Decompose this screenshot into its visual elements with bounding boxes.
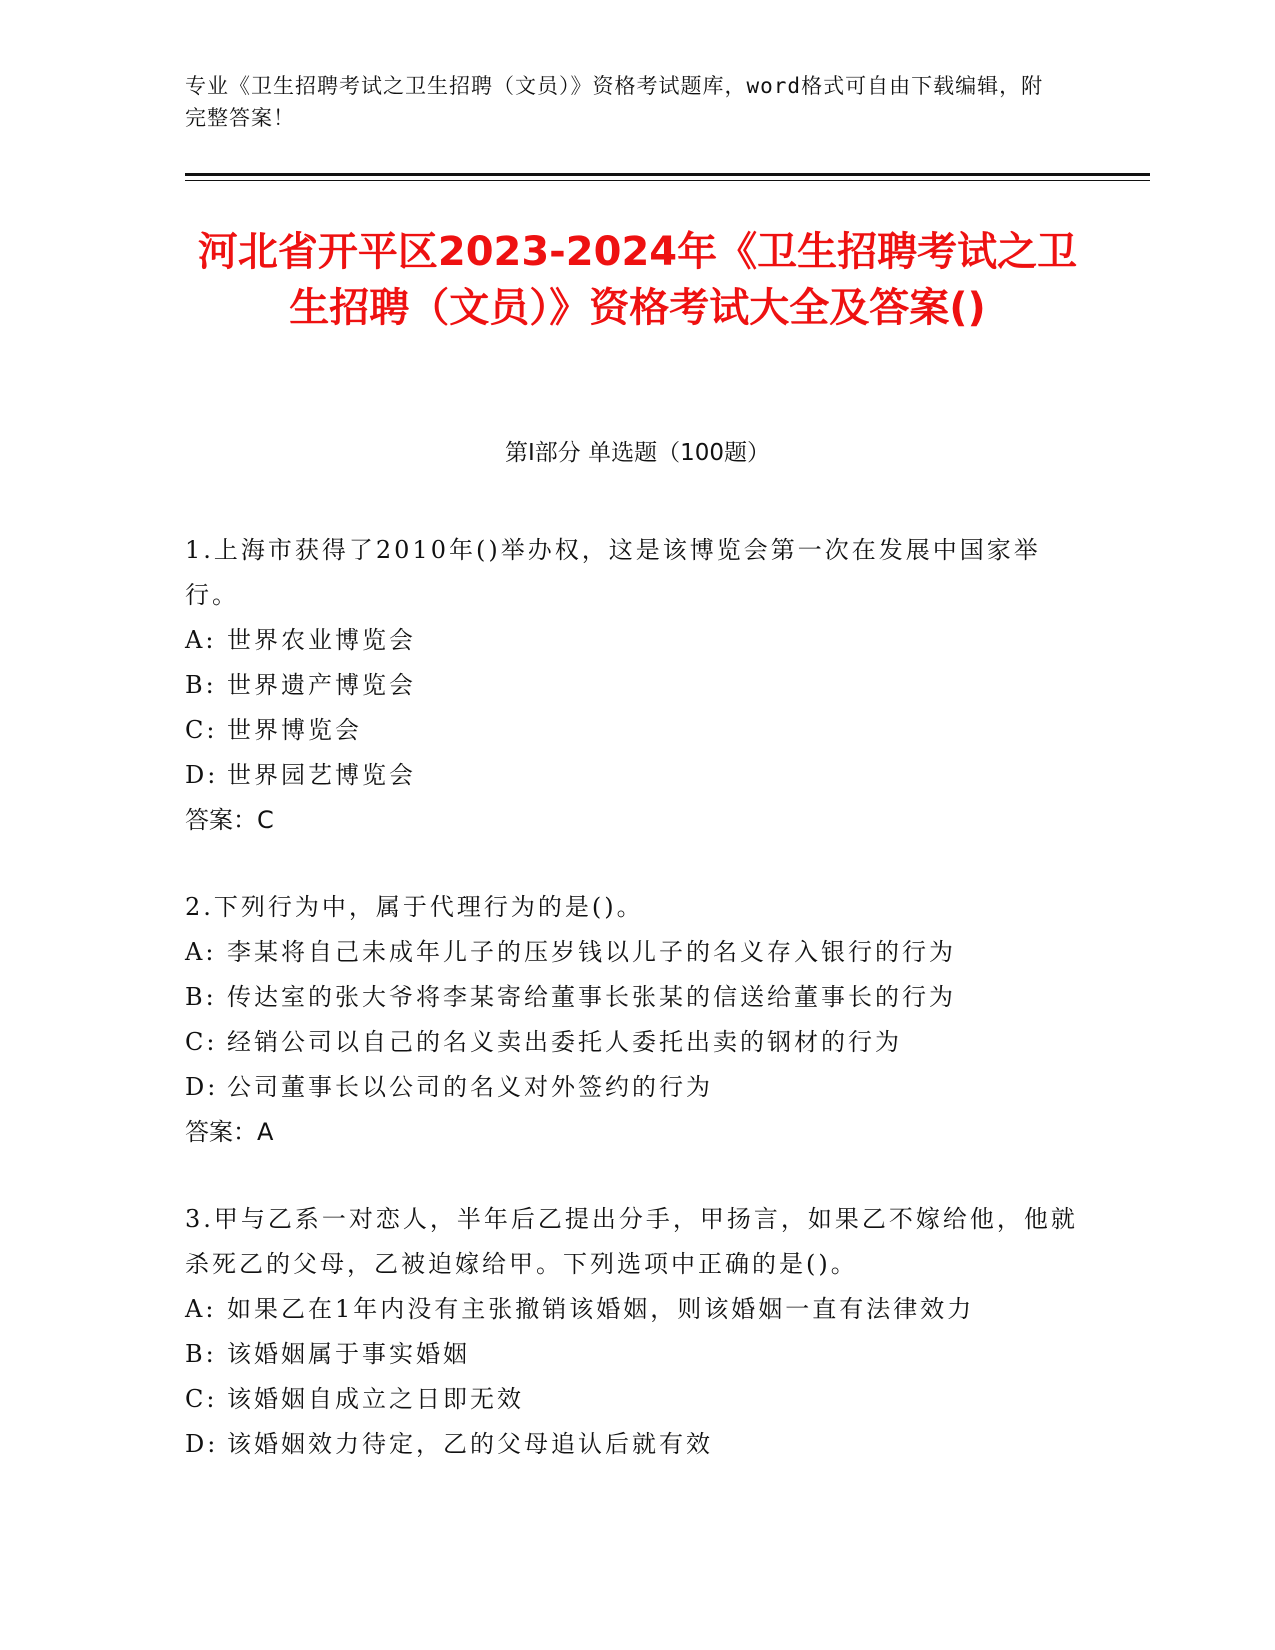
section-heading: 第I部分 单选题（100题） [505,440,770,466]
option-text: 世界园艺博览会 [227,761,416,789]
option-text: 经销公司以自己的名义卖出委托人委托出卖的钢材的行为 [227,1028,902,1056]
option-a [185,1287,1085,1332]
option-text: 世界农业博览会 [227,626,416,654]
option-key: C: [185,1028,218,1056]
question-3 [185,1197,1085,1467]
header-note: 专业《卫生招聘考试之卫生招聘（文员）》资格考试题库，word格式可自由下载编辑，附完整答案！ [185,74,1044,130]
option-key: B: [185,671,217,699]
option-key: D: [185,1430,219,1458]
option-text: 该婚姻属于事实婚姻 [227,1340,470,1368]
question-stem: 2.下列行为中，属于代理行为的是()。 [185,893,644,921]
option-a [185,930,1085,975]
option-key: D: [185,1073,219,1101]
option-d [185,1065,1085,1110]
option-text: 如果乙在1年内没有主张撤销该婚姻，则该婚姻一直有法律效力 [227,1295,975,1323]
option-key: B: [185,983,217,1011]
question-1 [185,528,1085,843]
option-text: 世界博览会 [227,716,362,744]
option-text: 公司董事长以公司的名义对外签约的行为 [227,1073,713,1101]
question-2 [185,885,1085,1155]
option-d [185,753,1085,798]
option-c [185,1377,1085,1422]
option-d [185,1422,1085,1467]
question-stem: 3.甲与乙系一对恋人，半年后乙提出分手，甲扬言，如果乙不嫁给他，他就杀死乙的父母，乙被迫嫁给甲。下列选项中正确的是()。 [185,1205,1078,1278]
option-key: D: [185,761,219,789]
answer-line: 答案：C [185,806,274,834]
option-key: B: [185,1340,217,1368]
option-b [185,663,1085,708]
answer-line: 答案：A [185,1118,274,1146]
option-b [185,1332,1085,1377]
option-text: 该婚姻效力待定，乙的父母追认后就有效 [227,1430,713,1458]
option-key: A: [185,1295,217,1323]
header-rule-thick [185,173,1150,176]
option-c [185,708,1085,753]
option-text: 世界遗产博览会 [227,671,416,699]
option-a [185,618,1085,663]
option-text: 传达室的张大爷将李某寄给董事长张某的信送给董事长的行为 [227,983,956,1011]
question-list [185,528,1085,1509]
option-key: C: [185,716,218,744]
question-stem: 1.上海市获得了2010年()举办权，这是该博览会第一次在发展中国家举行。 [185,536,1041,609]
option-text: 该婚姻自成立之日即无效 [227,1385,524,1413]
header-rule-thin [185,180,1150,181]
option-key: A: [185,626,217,654]
option-b [185,975,1085,1020]
option-c [185,1020,1085,1065]
option-text: 李某将自己未成年儿子的压岁钱以儿子的名义存入银行的行为 [227,938,956,966]
option-key: A: [185,938,217,966]
document-title: 河北省开平区2023-2024年《卫生招聘考试之卫生招聘（文员）》资格考试大全及答案() [197,229,1078,331]
option-key: C: [185,1385,218,1413]
